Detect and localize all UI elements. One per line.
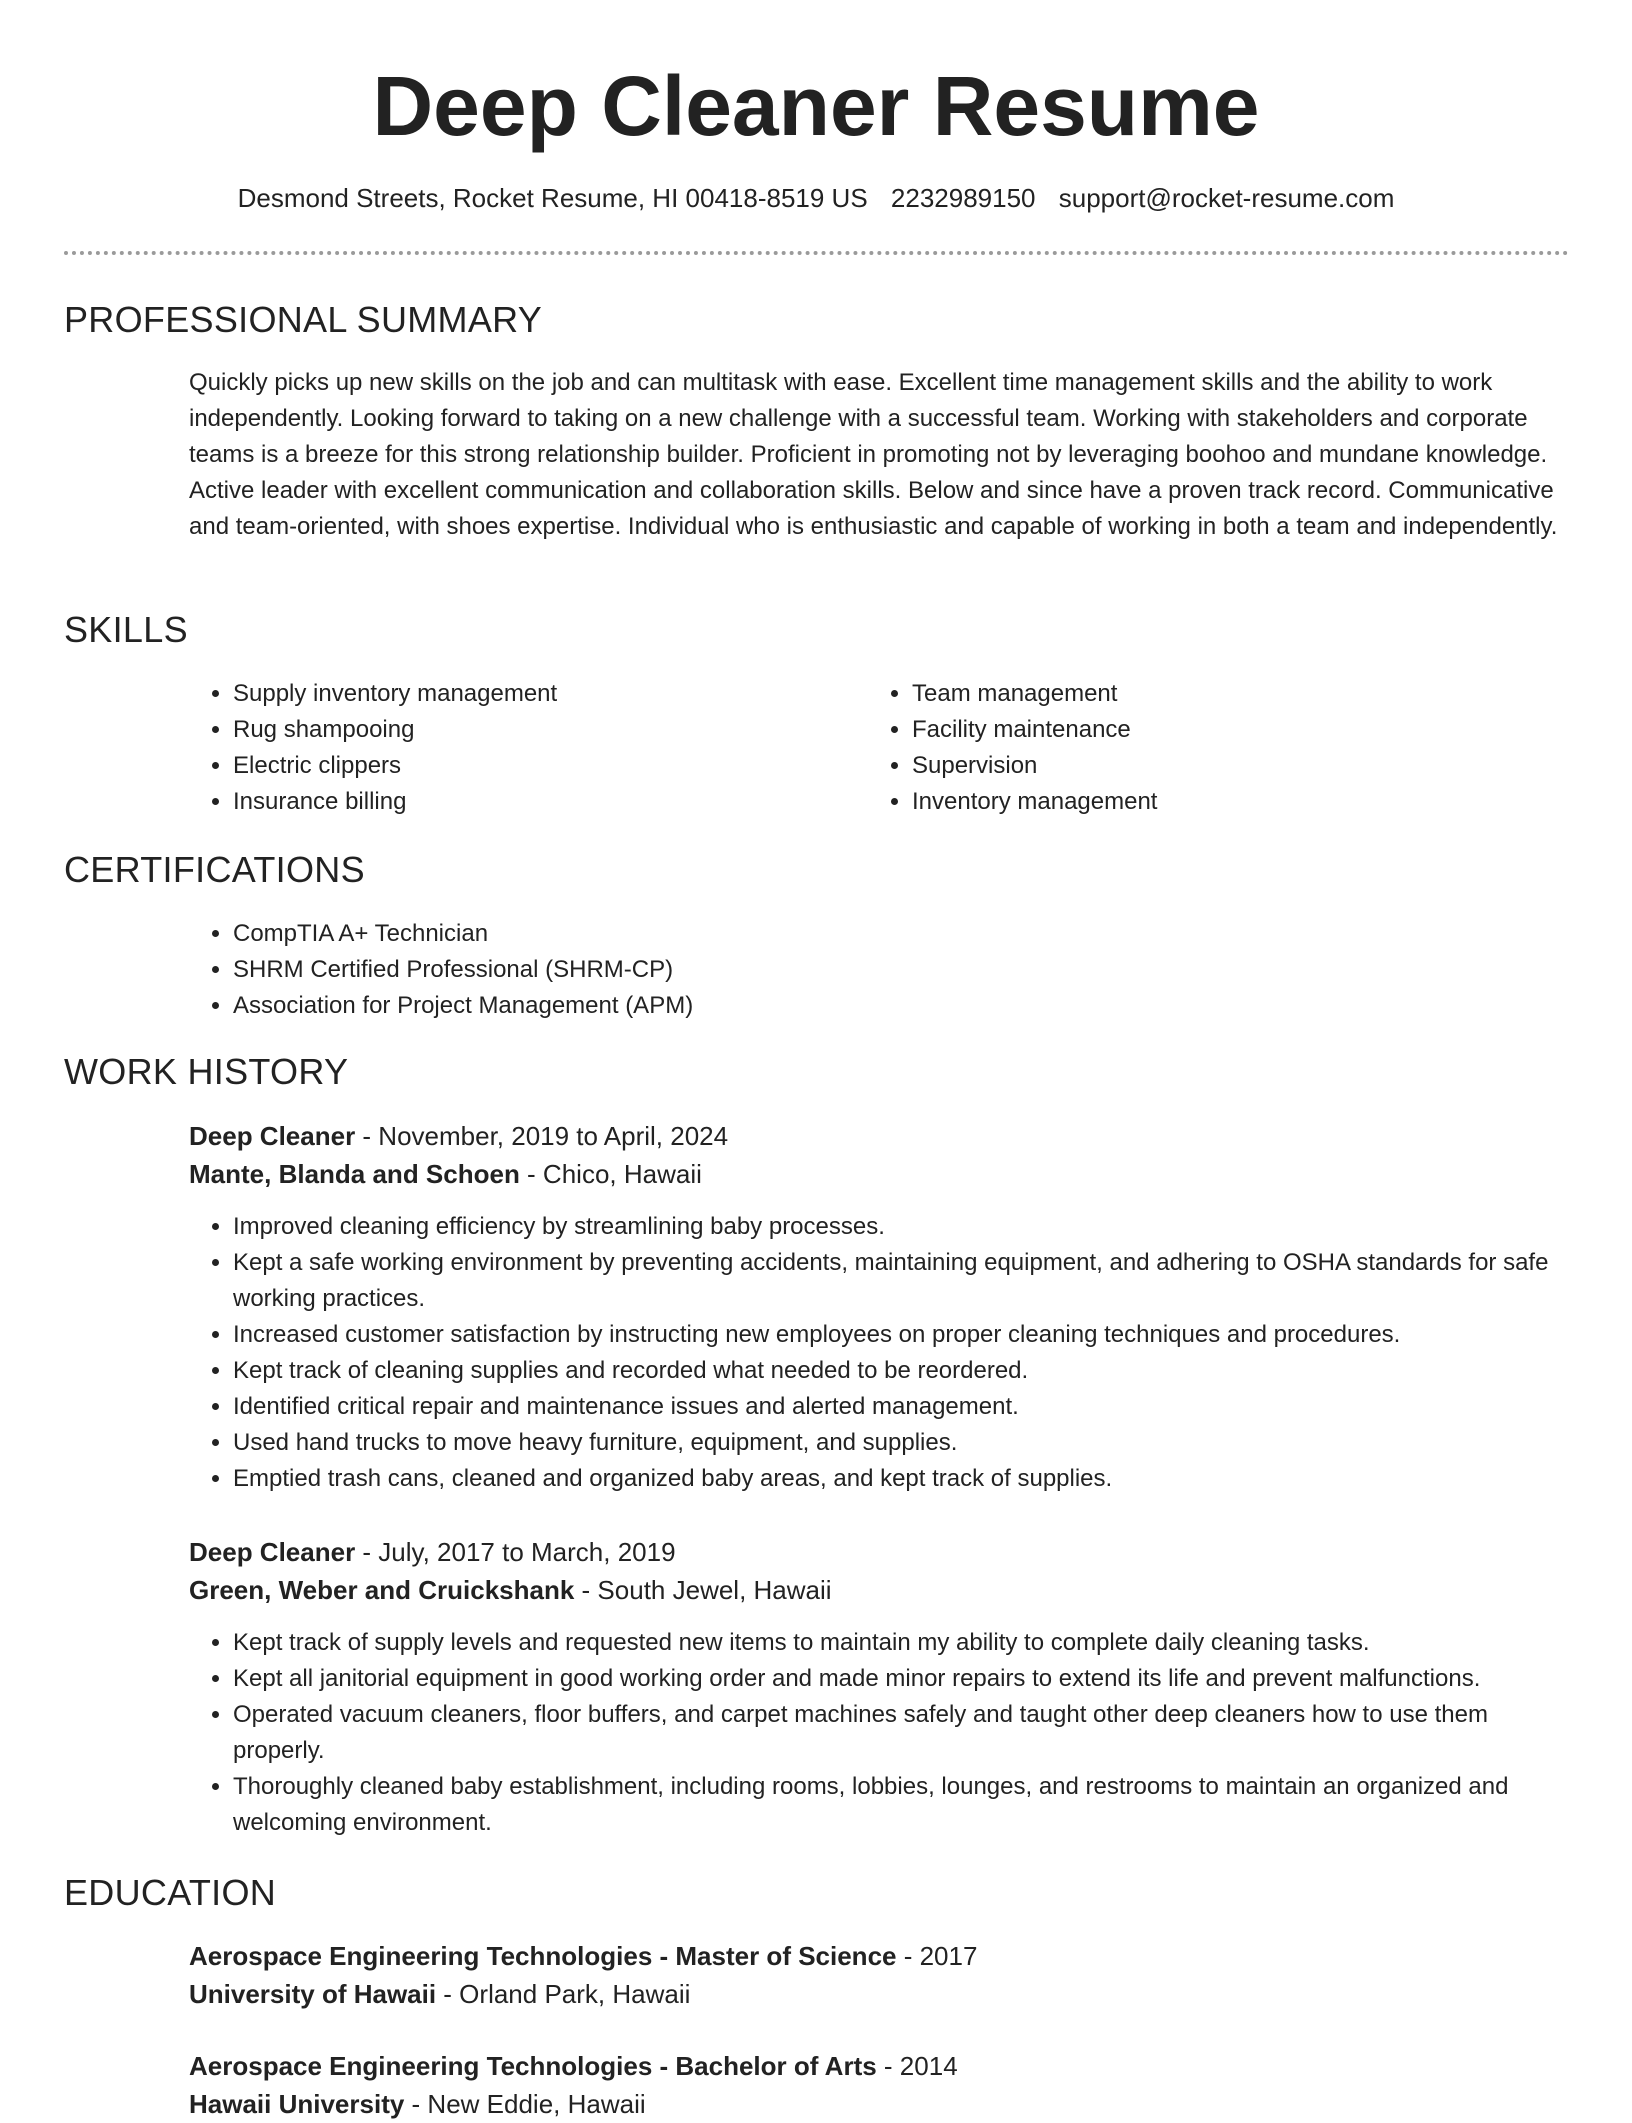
certification-item: • CompTIA A+ Technician <box>233 916 1189 952</box>
certification-item: • Association for Project Management (APM) <box>233 988 1189 1024</box>
skill-item: • Facility maintenance <box>912 712 1508 748</box>
education-school: Hawaii University <box>189 2089 405 2119</box>
summary-heading: PROFESSIONAL SUMMARY <box>64 299 543 340</box>
education-degree: Aerospace Engineering Technologies - Bachelor of Arts <box>189 2051 877 2081</box>
skill-item: • Electric clippers <box>233 748 829 784</box>
skill-item: • Supply inventory management <box>233 676 829 712</box>
skill-item: • Rug shampooing <box>233 712 829 748</box>
education-school-line <box>189 2085 1559 2123</box>
job-bullet: • Emptied trash cans, cleaned and organized baby areas, and kept track of supplies. <box>233 1461 1559 1497</box>
work-history-heading: WORK HISTORY <box>64 1051 349 1092</box>
skill-item: • Supervision <box>912 748 1508 784</box>
education-location: - Orland Park, Hawaii <box>436 1979 691 2009</box>
job-company: Mante, Blanda and Schoen <box>189 1159 520 1189</box>
job-title-line <box>189 1117 1559 1155</box>
certification-item: • SHRM Certified Professional (SHRM-CP) <box>233 952 1189 988</box>
job-bullets <box>189 1625 1559 1841</box>
job-location: - South Jewel, Hawaii <box>574 1575 832 1605</box>
skills-left-column <box>189 676 829 820</box>
job-dates: - November, 2019 to April, 2024 <box>355 1121 729 1151</box>
contact-phone: 2232989150 <box>890 183 1036 213</box>
education-degree-line <box>189 1937 1559 1975</box>
job-title-line <box>189 1533 1559 1571</box>
education-year: - 2017 <box>896 1941 978 1971</box>
certifications-heading: CERTIFICATIONS <box>64 849 365 890</box>
skills-heading: SKILLS <box>64 609 188 650</box>
education-year: - 2014 <box>876 2051 958 2081</box>
job-bullet: • Kept a safe working environment by preventing accidents, maintaining equipment, and adhering to OSHA standards for safe working practices. <box>233 1245 1559 1317</box>
education-entry <box>189 1937 1559 2013</box>
job-bullet: • Kept track of supply levels and requested new items to maintain my ability to complete daily cleaning tasks. <box>233 1625 1559 1661</box>
job-entry <box>189 1533 1559 1841</box>
header-divider <box>64 251 1569 255</box>
education-degree-line <box>189 2047 1559 2085</box>
skill-item: • Team management <box>912 676 1508 712</box>
job-bullet: • Improved cleaning efficiency by streamlining baby processes. <box>233 1209 1559 1245</box>
certifications-list <box>189 916 1189 1024</box>
skill-item: • Insurance billing <box>233 784 829 820</box>
job-title: Deep Cleaner <box>189 1121 356 1151</box>
contact-address: Desmond Streets, Rocket Resume, HI 00418-8519 US <box>237 183 868 213</box>
job-company-line <box>189 1155 1559 1193</box>
job-bullet: • Thoroughly cleaned baby establishment, including rooms, lobbies, lounges, and restrooms to maintain an organized and welcoming environment. <box>233 1769 1559 1841</box>
education-location: - New Eddie, Hawaii <box>404 2089 646 2119</box>
education-school-line <box>189 1975 1559 2013</box>
job-dates: - July, 2017 to March, 2019 <box>355 1537 676 1567</box>
job-entry <box>189 1117 1559 1497</box>
education-heading: EDUCATION <box>64 1872 277 1913</box>
job-bullet: • Used hand trucks to move heavy furniture, equipment, and supplies. <box>233 1425 1559 1461</box>
skills-right-column <box>868 676 1508 820</box>
contact-email: support@rocket-resume.com <box>1058 183 1395 213</box>
resume-title: Deep Cleaner Resume <box>372 59 1260 153</box>
job-bullets <box>189 1209 1559 1497</box>
education-school: University of Hawaii <box>189 1979 437 2009</box>
summary-text: Quickly picks up new skills on the job and can multitask with ease. Excellent time management skills and the ability to work independently. Looking forward to taking on a new challenge with a successful team. Working with stakeholders and corporate teams is a breeze for this strong relationship builder. Proficient in promoting not by leveraging boohoo and mundane knowledge. Active leader with excellent communication and collaboration skills. Below and since have a proven track record. Communicative and team-oriented, with shoes expertise. Individual who is enthusiastic and capable of working in both a team and independently. <box>189 369 1558 540</box>
job-location: - Chico, Hawaii <box>519 1159 702 1189</box>
job-bullet: • Operated vacuum cleaners, floor buffers, and carpet machines safely and taught other deep cleaners how to use them properly. <box>233 1697 1559 1769</box>
job-title: Deep Cleaner <box>189 1537 356 1567</box>
job-company-line <box>189 1571 1559 1609</box>
job-bullet: • Kept track of cleaning supplies and recorded what needed to be reordered. <box>233 1353 1559 1389</box>
contact-line <box>0 180 1632 216</box>
job-bullet: • Increased customer satisfaction by instructing new employees on proper cleaning techniques and procedures. <box>233 1317 1559 1353</box>
job-company: Green, Weber and Cruickshank <box>189 1575 575 1605</box>
job-bullet: • Kept all janitorial equipment in good working order and made minor repairs to extend its life and prevent malfunctions. <box>233 1661 1559 1697</box>
education-degree: Aerospace Engineering Technologies - Master of Science <box>189 1941 897 1971</box>
skill-item: • Inventory management <box>912 784 1508 820</box>
job-bullet: • Identified critical repair and maintenance issues and alerted management. <box>233 1389 1559 1425</box>
